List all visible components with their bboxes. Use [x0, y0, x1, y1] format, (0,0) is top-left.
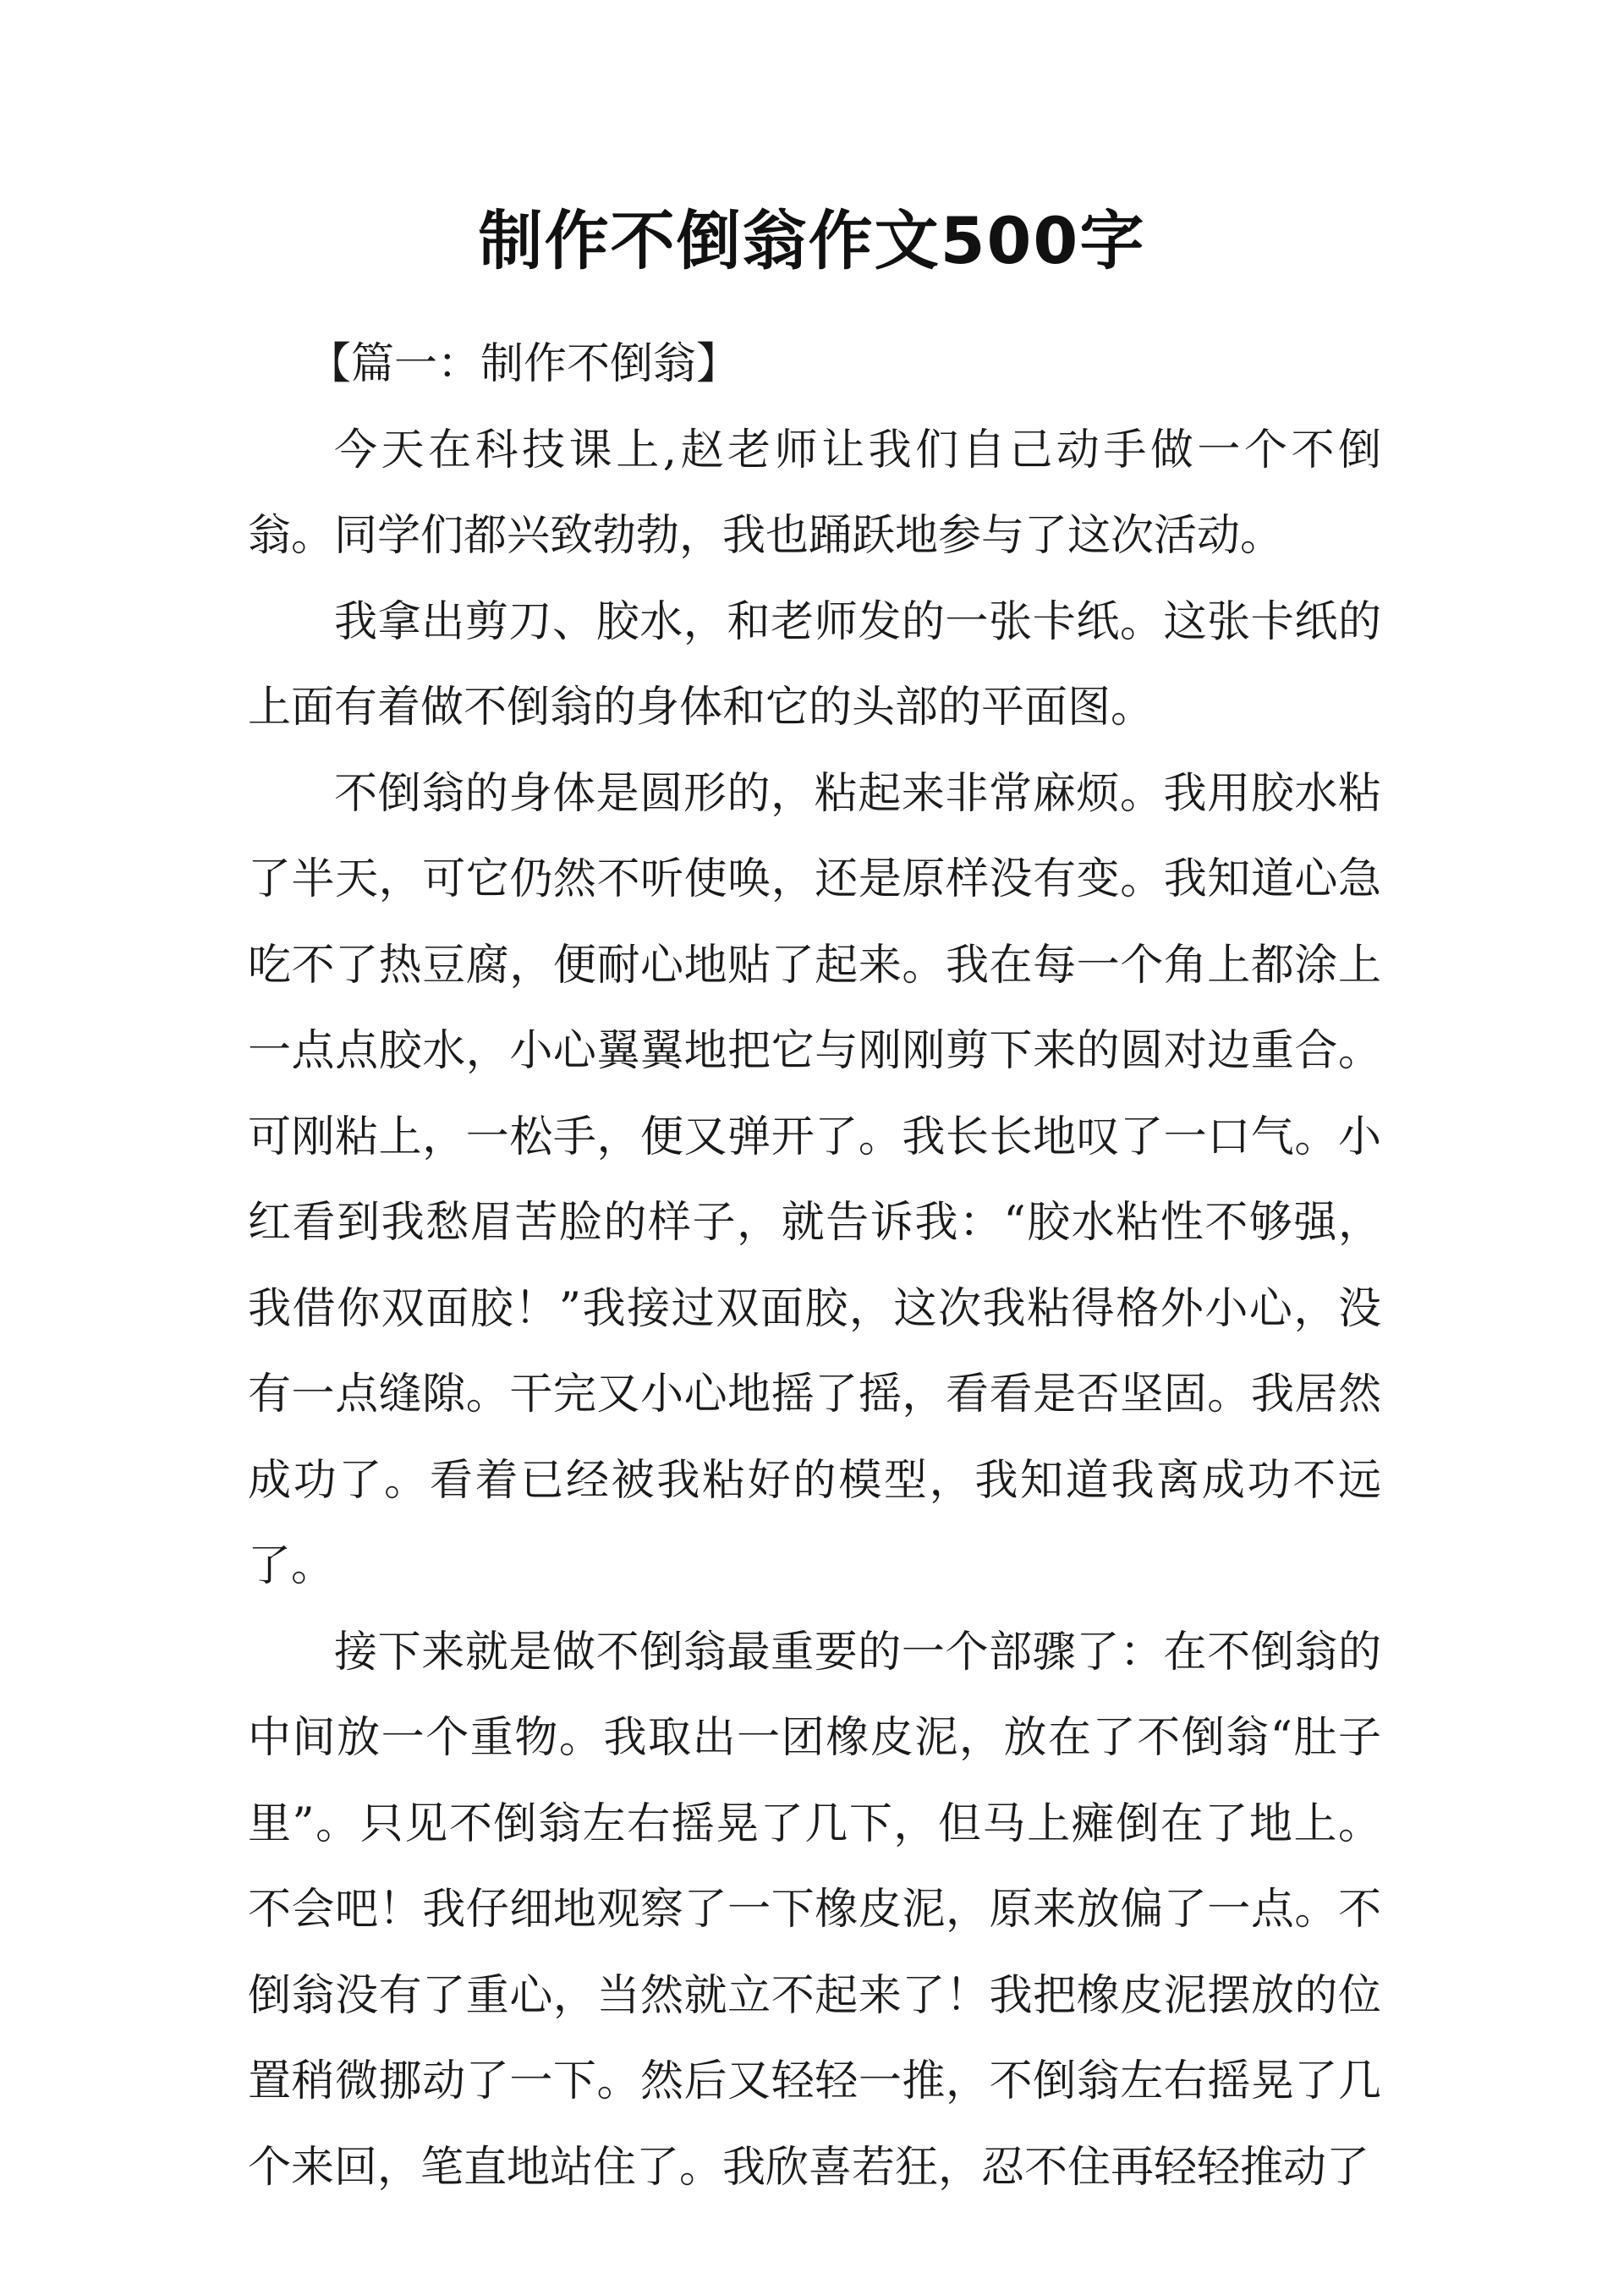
paragraph: 今天在科技课上,赵老师让我们自己动手做一个不倒翁。同学们都兴致勃勃，我也踊跃地参与了这次活动。: [248, 425, 1381, 561]
document-body: [248, 321, 1381, 2210]
section-heading: 【篇一：制作不倒翁】: [308, 339, 740, 389]
paragraph: 不倒翁的身体是圆形的，粘起来非常麻烦。我用胶水粘了半天，可它仍然不听使唤，还是原样没有变。我知道心急吃不了热豆腐，便耐心地贴了起来。我在每一个角上都涂上一点点胶水，小心翼翼地把它与刚刚剪下来的圆对边重合。可刚粘上，一松手，便又弹开了。我长长地叹了一口气。小红看到我愁眉苦脸的样子，就告诉我：“胶水粘性不够强，我借你双面胶！”我接过双面胶，这次我粘得格外小心，没有一点缝隙。干完又小心地摇了摇，看看是否坚固。我居然成功了。看着已经被我粘好的模型，我知道我离成功不远了。: [248, 768, 1381, 1591]
paragraph: 我拿出剪刀、胶水，和老师发的一张卡纸。这张卡纸的上面有着做不倒翁的身体和它的头部的平面图。: [248, 596, 1381, 733]
paragraph: 接下来就是做不倒翁最重要的一个部骤了：在不倒翁的中间放一个重物。我取出一团橡皮泥，放在了不倒翁“肚子里”。只见不倒翁左右摇晃了几下，但马上瘫倒在了地上。不会吧！我仔细地观察了一下橡皮泥，原来放偏了一点。不倒翁没有了重心，当然就立不起来了！我把橡皮泥摆放的位置稍微挪动了一下。然后又轻轻一推，不倒翁左右摇晃了几个来回，笔直地站住了。我欣喜若狂，忍不住再轻轻推动了: [248, 1627, 1381, 2193]
document-title: 制作不倒翁作文500字: [478, 203, 1146, 278]
